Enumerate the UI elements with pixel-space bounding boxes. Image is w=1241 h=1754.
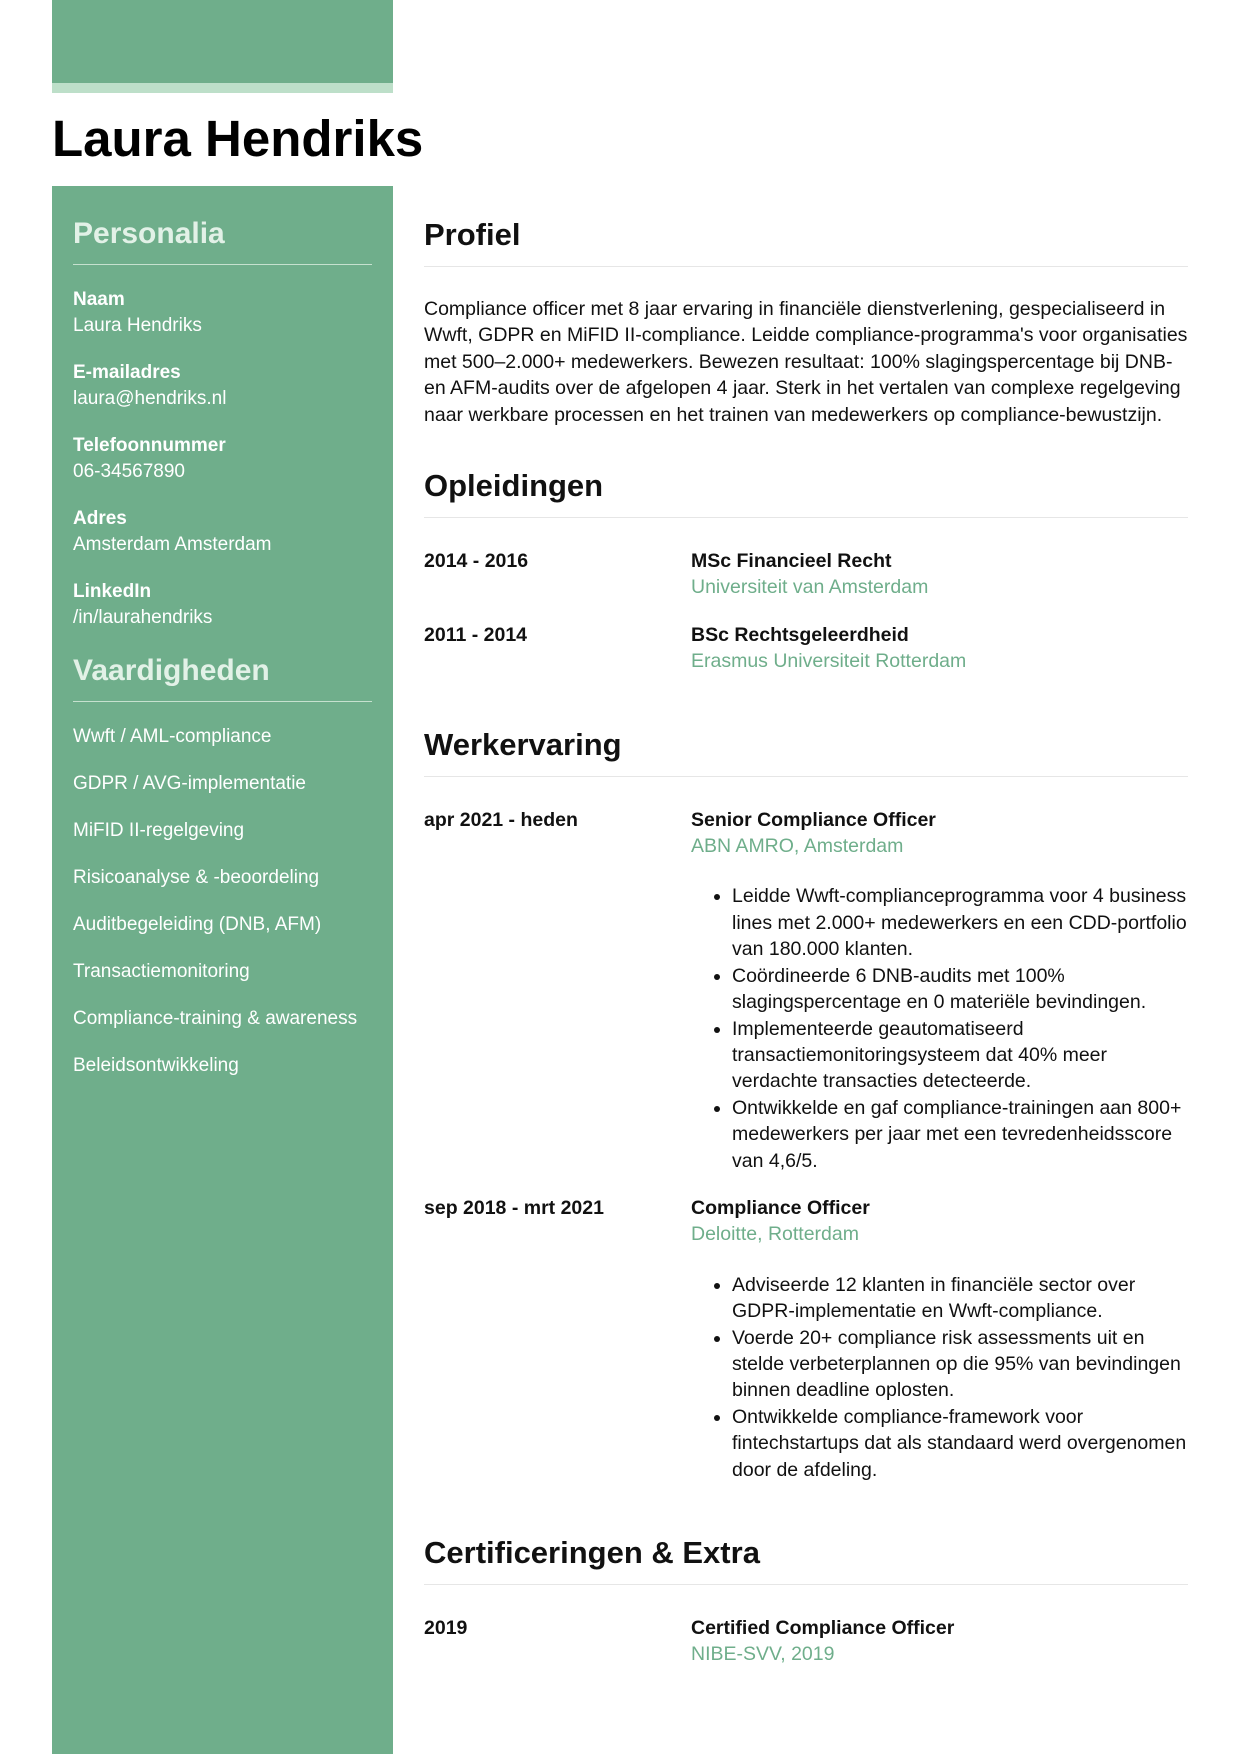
personalia-list (73, 287, 372, 631)
entry-body (691, 548, 1188, 601)
entry-date: 2014 - 2016 (424, 550, 529, 573)
personalia-item-address (73, 506, 372, 558)
skill-item: Beleidsontwikkeling (73, 1055, 239, 1076)
entry-institution: Erasmus Universiteit Rotterdam (691, 650, 967, 673)
achievement-list (691, 1272, 1188, 1483)
achievement-item: • Ontwikkelde compliance-framework voor fintechstartups dat als standaard werd overgenomen door de afdeling. (732, 1404, 1188, 1483)
certification-entry (424, 1615, 1188, 1668)
skill-item: Risicoanalyse & -beoordeling (73, 867, 320, 888)
entry-body (691, 1195, 1188, 1483)
profile-text: Compliance officer met 8 jaar ervaring in financiële dienstverlening, gespecialiseerd in Wwft, GDPR en MiFID II-compliance. Leidde compliance-programma's voor organisaties met 500–2.000+ medewerkers. Bewezen resultaat: 100% slagingspercentage bij DNB- en AFM-audits over de afgelopen 4 jaar. Sterk in het vertalen van complexe regelgeving naar werkbare processen en het trainen van medewerkers op compliance-bewustzijn. (424, 298, 1188, 426)
main-content (424, 186, 1188, 1689)
achievement-item: • Adviseerde 12 klanten in financiële sector over GDPR-implementatie en Wwft-compliance. (732, 1272, 1188, 1325)
skill-item: Compliance-training & awareness (73, 1008, 358, 1029)
achievement-item: • Voerde 20+ compliance risk assessments uit en stelde verbeterplannen op die 95% van bevindingen binnen deadline oplosten. (732, 1325, 1188, 1404)
entry-date: apr 2021 - heden (424, 808, 578, 831)
sidebar (52, 186, 393, 1754)
achievement-item: • Leidde Wwft-complianceprogramma voor 4 business lines met 2.000+ medewerkers en een CDD-portfolio van 180.000 klanten. (732, 883, 1188, 962)
personalia-value: Amsterdam Amsterdam (73, 534, 272, 555)
certifications-section (424, 1504, 1188, 1668)
personalia-label: LinkedIn (73, 581, 152, 602)
personalia-label: Naam (73, 289, 125, 310)
entry-body (691, 807, 1188, 1174)
header-color-block (52, 0, 393, 83)
entry-title: Senior Compliance Officer (691, 808, 936, 831)
entry-date: 2011 - 2014 (424, 623, 528, 646)
skill-item: Transactiemonitoring (73, 961, 250, 982)
education-entries (424, 518, 1188, 675)
experience-heading: Werkervaring (424, 696, 1188, 777)
personalia-label: Telefoonnummer (73, 435, 226, 456)
experience-entries (424, 777, 1188, 1483)
candidate-name: Laura Hendriks (52, 110, 424, 167)
entry-title: Certified Compliance Officer (691, 1617, 955, 1639)
entry-body (691, 1615, 1188, 1668)
entry-title: BSc Rechtsgeleerdheid (691, 623, 909, 646)
personalia-value: 06-34567890 (73, 461, 185, 482)
achievement-item: • Coördineerde 6 DNB-audits met 100% slagingspercentage en 0 materiële bevindingen. (732, 963, 1188, 1016)
entry-date: sep 2018 - mrt 2021 (424, 1196, 604, 1219)
education-entry (424, 622, 1188, 675)
skill-item: Auditbegeleiding (DNB, AFM) (73, 914, 322, 935)
entry-employer: ABN AMRO, Amsterdam (691, 835, 904, 858)
skill-item: GDPR / AVG-implementatie (73, 773, 307, 794)
linkedin-link[interactable]: /in/laurahendriks (73, 607, 213, 628)
achievement-list (691, 883, 1188, 1173)
entry-title: MSc Financieel Recht (691, 550, 892, 573)
achievement-item: • Ontwikkelde en gaf compliance-trainingen aan 800+ medewerkers per jaar met een tevredenheidsscore van 4,6/5. (732, 1095, 1188, 1174)
certification-entries (424, 1585, 1188, 1668)
entry-institution: Universiteit van Amsterdam (691, 576, 929, 599)
achievement-item: • Implementeerde geautomatiseerd transactiemonitoringsysteem dat 40% meer verdachte transacties detecteerde. (732, 1016, 1188, 1095)
profile-heading: Profiel (424, 186, 1188, 267)
personalia-label: Adres (73, 508, 127, 529)
entry-employer: Deloitte, Rotterdam (691, 1223, 859, 1246)
skill-item: Wwft / AML-compliance (73, 726, 272, 747)
personalia-heading: Personalia (73, 216, 372, 265)
entry-issuer: NIBE-SVV, 2019 (691, 1643, 835, 1666)
profile-section (424, 186, 1188, 437)
education-entry (424, 548, 1188, 601)
entry-title: Compliance Officer (691, 1196, 870, 1219)
entry-body (691, 622, 1188, 675)
personalia-item-phone (73, 433, 372, 485)
header-accent-stripe (52, 83, 393, 93)
personalia-item-name (73, 287, 372, 339)
education-heading: Opleidingen (424, 437, 1188, 518)
certifications-heading: Certificeringen & Extra (424, 1504, 1188, 1585)
education-section (424, 437, 1188, 675)
personalia-label: E-mailadres (73, 362, 181, 383)
experience-entry (424, 807, 1188, 1174)
personalia-item-email (73, 360, 372, 412)
skill-item: MiFID II-regelgeving (73, 820, 245, 841)
personalia-item-linkedin (73, 579, 372, 631)
skills-heading: Vaardigheden (73, 653, 372, 702)
skills-list (73, 724, 372, 1079)
experience-entry (424, 1195, 1188, 1483)
personalia-value: Laura Hendriks (73, 315, 202, 336)
entry-date: 2019 (424, 1617, 468, 1639)
experience-section (424, 696, 1188, 1483)
email-link[interactable]: laura@hendriks.nl (73, 388, 227, 409)
